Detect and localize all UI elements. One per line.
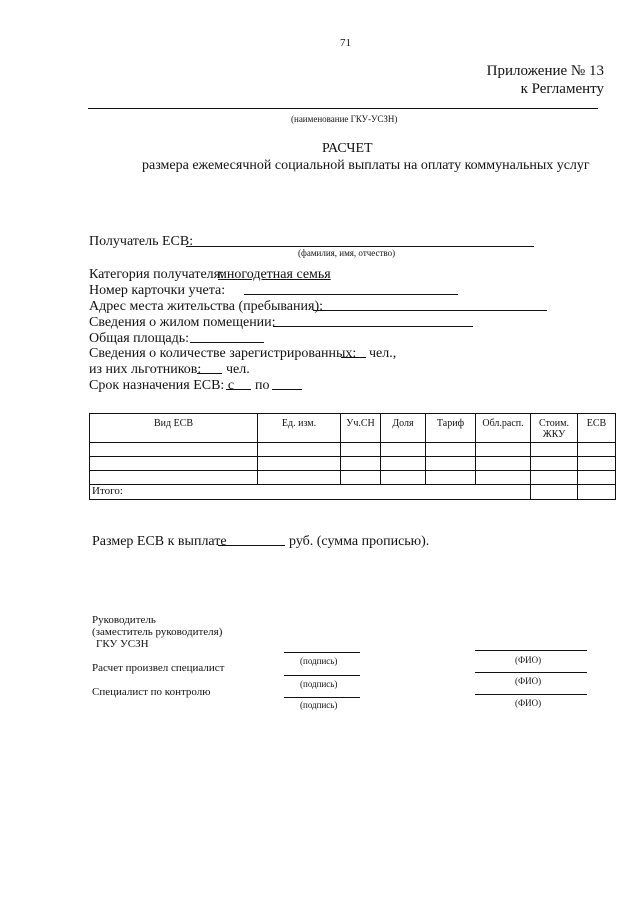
table-header-row [90, 414, 616, 443]
control-specialist-label: Специалист по контролю [92, 686, 211, 698]
registered-label: Сведения о количестве зарегистрированных: [89, 346, 357, 361]
calc-name-caption: (ФИО) [515, 676, 542, 686]
control-signature-line [284, 697, 360, 698]
head-deputy: (заместитель руководителя) [92, 626, 223, 638]
area-line [190, 342, 264, 343]
housing-line [273, 326, 473, 327]
card-number-line [244, 294, 458, 295]
beneficiaries-label: из них льготников: [89, 362, 202, 377]
document-subtitle: размера ежемесячной социальной выплаты на оплату коммунальных услуг [142, 158, 590, 173]
head-name-caption: (ФИО) [515, 655, 542, 665]
housing-label: Сведения о жилом помещении: [89, 315, 276, 330]
col-header-share: Доля [381, 414, 426, 443]
org-name-caption: (наименование ГКУ-УСЗН) [291, 114, 398, 124]
term-to-line [272, 389, 302, 390]
head-title: Руководитель [92, 614, 156, 626]
head-org: ГКУ УСЗН [96, 638, 149, 650]
address-line [313, 310, 547, 311]
calc-signature-caption: (подпись) [300, 679, 338, 689]
col-header-ecs: ЕСВ [578, 414, 616, 443]
calc-specialist-label: Расчет произвел специалист [92, 662, 225, 674]
category-label: Категория получателя: [89, 267, 224, 282]
col-header-unit: Ед. изм. [258, 414, 341, 443]
recipient-caption: (фамилия, имя, отчество) [298, 248, 396, 258]
col-header-cost: Стоим. ЖКУ [531, 414, 578, 443]
total-label: Итого: [90, 485, 531, 500]
col-header-type: Вид ЕСВ [90, 414, 258, 443]
category-value: многодетная семья [218, 267, 331, 282]
recipient-name-line [186, 246, 534, 247]
calc-signature-line [284, 675, 360, 676]
area-label: Общая площадь: [89, 331, 190, 346]
appendix-number: Приложение № 13 [486, 63, 604, 79]
beneficiaries-unit: чел. [226, 362, 250, 377]
address-label: Адрес места жительства (пребывания): [89, 299, 324, 314]
table-row [90, 457, 616, 471]
term-label: Срок назначения ЕСВ: с [89, 378, 235, 393]
table-row [90, 471, 616, 485]
card-number-label: Номер карточки учета: [89, 283, 226, 298]
table-total-row [90, 485, 616, 500]
col-header-regional: Обл.расп. [476, 414, 531, 443]
control-name-caption: (ФИО) [515, 698, 542, 708]
beneficiaries-line [197, 373, 222, 374]
registered-line [341, 357, 366, 358]
head-name-line [475, 650, 587, 651]
appendix-reference: к Регламенту [520, 81, 604, 97]
head-signature-line [284, 652, 360, 653]
payout-unit: руб. (сумма прописью). [289, 534, 430, 549]
ecs-calculation-table [89, 413, 616, 500]
col-header-tariff: Тариф [426, 414, 476, 443]
col-header-norm: Уч.СН [341, 414, 381, 443]
control-name-line [475, 694, 587, 695]
org-name-line [88, 108, 598, 109]
payout-label: Размер ЕСВ к выплате [92, 534, 227, 549]
term-from-line [226, 389, 251, 390]
document-title: РАСЧЕТ [322, 141, 373, 156]
page-number: 71 [340, 37, 351, 49]
registered-unit: чел., [369, 346, 397, 361]
table-row [90, 443, 616, 457]
head-signature-caption: (подпись) [300, 656, 338, 666]
control-signature-caption: (подпись) [300, 700, 338, 710]
term-to-label: по [255, 378, 270, 393]
calc-name-line [475, 672, 587, 673]
payout-amount-line [218, 545, 285, 546]
recipient-label: Получатель ЕСВ: [89, 234, 194, 249]
